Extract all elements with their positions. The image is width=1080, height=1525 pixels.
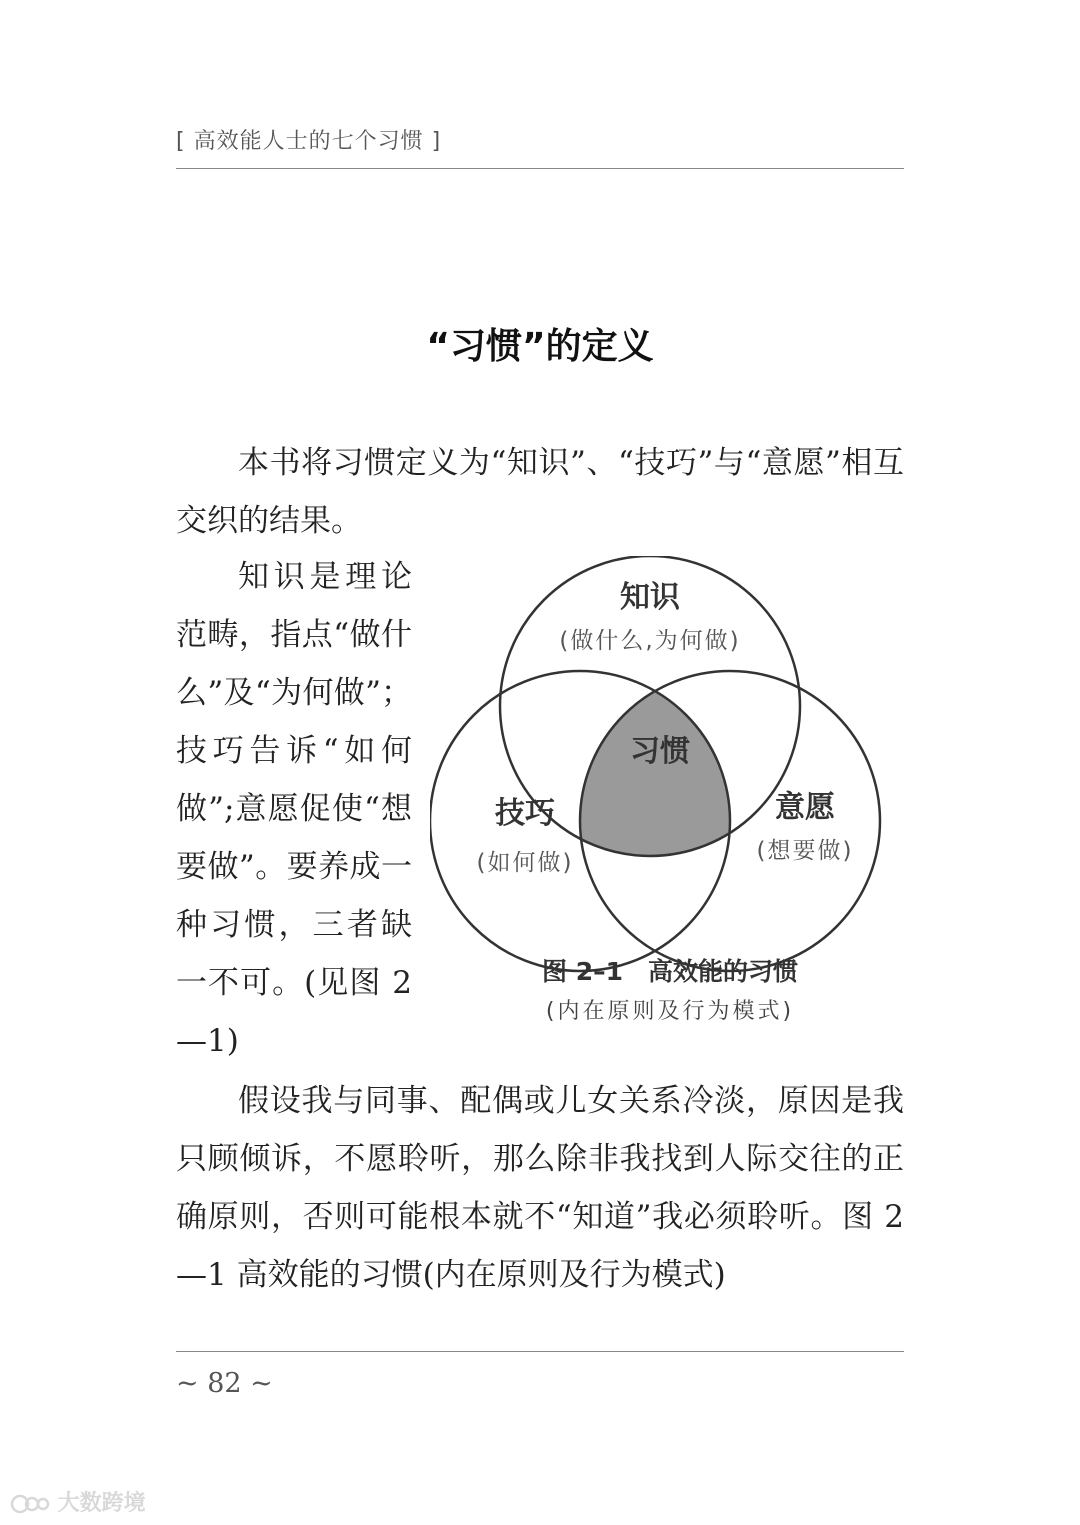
desire-subtitle: (想要做) <box>756 838 854 864</box>
habit-label: 习惯 <box>630 734 690 769</box>
watermark-logo-icon <box>10 1492 50 1516</box>
figure-caption-title: 图 2–1 高效能的习惯 <box>542 957 798 986</box>
paragraph-intro: 本书将习惯定义为“知识”、“技巧”与“意愿”相互交织的结果。 <box>176 445 904 539</box>
watermark-text: 大数跨境 <box>57 1491 146 1516</box>
running-header: [ 高效能人士的七个习惯 ] <box>176 129 442 154</box>
page-number: ~ 82 ~ <box>176 1368 273 1399</box>
paragraph-definition: 知识是理论范畴，指点“做什么”及“为何做”；技巧告诉“如何做”;意愿促使“想要做”。要养成一种习惯，三者缺一不可。(见图 2—1) <box>176 559 412 1059</box>
knowledge-title: 知识 <box>620 580 680 615</box>
figure-caption-subtitle: (内在原则及行为模式) <box>545 999 795 1024</box>
venn-figure <box>430 556 900 1026</box>
skill-subtitle: (如何做) <box>476 850 574 876</box>
section-title: “习惯”的定义 <box>426 326 654 367</box>
desire-title: 意愿 <box>775 790 835 825</box>
header-rule <box>176 168 904 169</box>
watermark <box>10 1486 146 1517</box>
knowledge-subtitle: (做什么,为何做) <box>559 628 741 654</box>
footer-rule <box>176 1351 904 1352</box>
paragraph-example: 假设我与同事、配偶或儿女关系冷淡，原因是我只顾倾诉，不愿聆听，那么除非我找到人际交往的正确原则，否则可能根本就不“知道”我必须聆听。图 2—1 高效能的习惯(内在原则及行为模式) <box>176 1083 904 1293</box>
skill-title: 技巧 <box>495 796 555 831</box>
